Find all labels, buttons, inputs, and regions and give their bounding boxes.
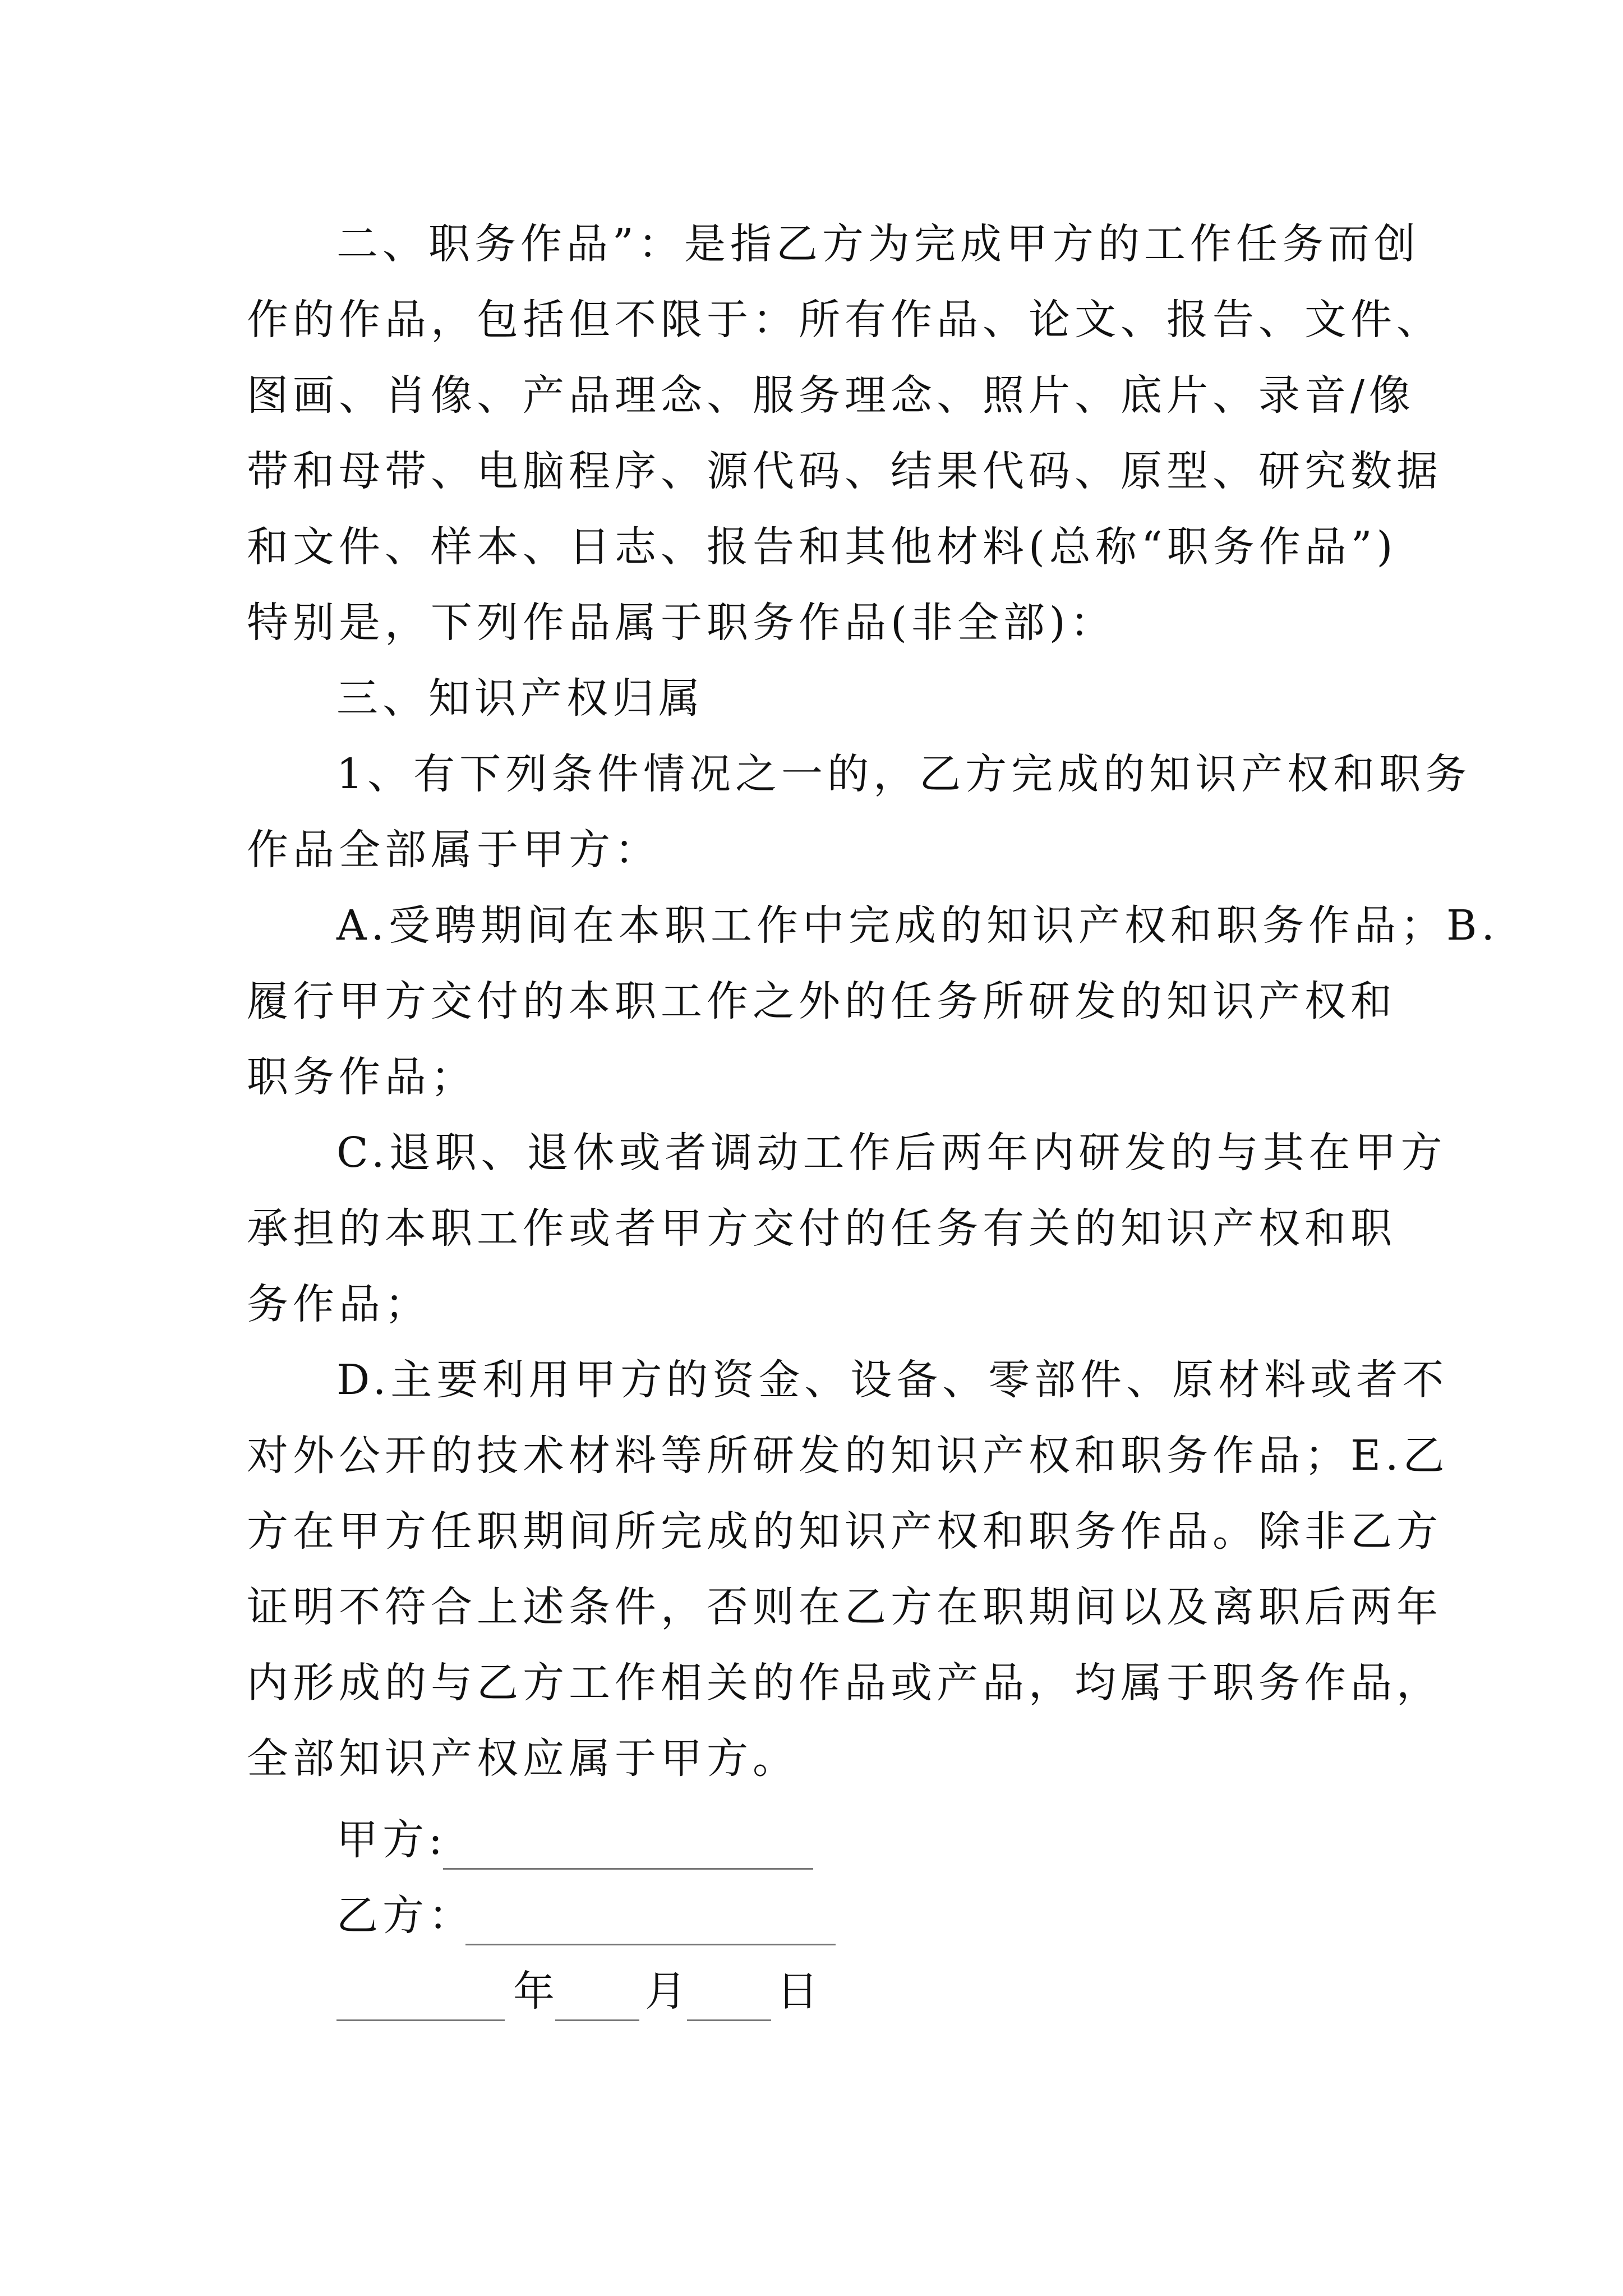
text-line: 对外公开的技术材料等所研发的知识产权和职务作品；E.乙: [247, 1432, 1449, 1480]
text-line: 二、职务作品”：是指乙方为完成甲方的工作任务而创: [336, 220, 1420, 268]
party-a-signature-line: [443, 1868, 813, 1870]
text-line: 全部知识产权应属于甲方。: [247, 1734, 799, 1783]
text-line: 1、有下列条件情况之一的，乙方完成的知识产权和职务: [336, 750, 1472, 798]
party-a-label: 甲方:: [336, 1816, 447, 1864]
text-line: 特别是，下列作品属于职务作品(非全部)：: [247, 599, 1116, 647]
day-blank-line: [687, 2019, 771, 2021]
year-blank-line: [336, 2019, 505, 2021]
text-line: 内形成的与乙方工作相关的作品或产品，均属于职务作品，: [247, 1659, 1442, 1707]
text-line: A.受聘期间在本职工作中完成的知识产权和职务作品；B.: [336, 901, 1499, 950]
month-label: 月: [645, 1967, 691, 2016]
text-line: C.退职、退休或者调动工作后两年内研发的与其在甲方: [336, 1129, 1447, 1177]
text-line: 证明不符合上述条件，否则在乙方在职期间以及离职后两年: [247, 1583, 1442, 1631]
text-line: 带和母带、电脑程序、源代码、结果代码、原型、研究数据: [247, 447, 1442, 495]
year-label: 年: [513, 1967, 559, 2016]
party-b-signature-line: [465, 1944, 836, 1945]
text-line: 作的作品，包括但不限于：所有作品、论文、报告、文件、: [247, 296, 1442, 344]
day-label: 日: [777, 1967, 823, 2016]
text-line: 方在甲方任职期间所完成的知识产权和职务作品。除非乙方: [247, 1507, 1442, 1556]
party-b-label: 乙方：: [336, 1892, 474, 1940]
month-blank-line: [555, 2019, 639, 2021]
section-heading: 三、知识产权归属: [336, 674, 704, 723]
text-line: 履行甲方交付的本职工作之外的任务所研发的知识产权和: [247, 977, 1396, 1025]
text-line: 图画、肖像、产品理念、服务理念、照片、底片、录音/像: [247, 371, 1415, 420]
text-line: 务作品；: [247, 1280, 431, 1328]
text-line: 承担的本职工作或者甲方交付的任务有关的知识产权和职: [247, 1204, 1396, 1253]
text-line: 作品全部属于甲方：: [247, 826, 661, 874]
text-line: 职务作品；: [247, 1053, 477, 1101]
text-line: 和文件、样本、日志、报告和其他材料(总称“职务作品”): [247, 523, 1398, 571]
text-line: D.主要利用甲方的资金、设备、零部件、原材料或者不: [336, 1356, 1449, 1404]
